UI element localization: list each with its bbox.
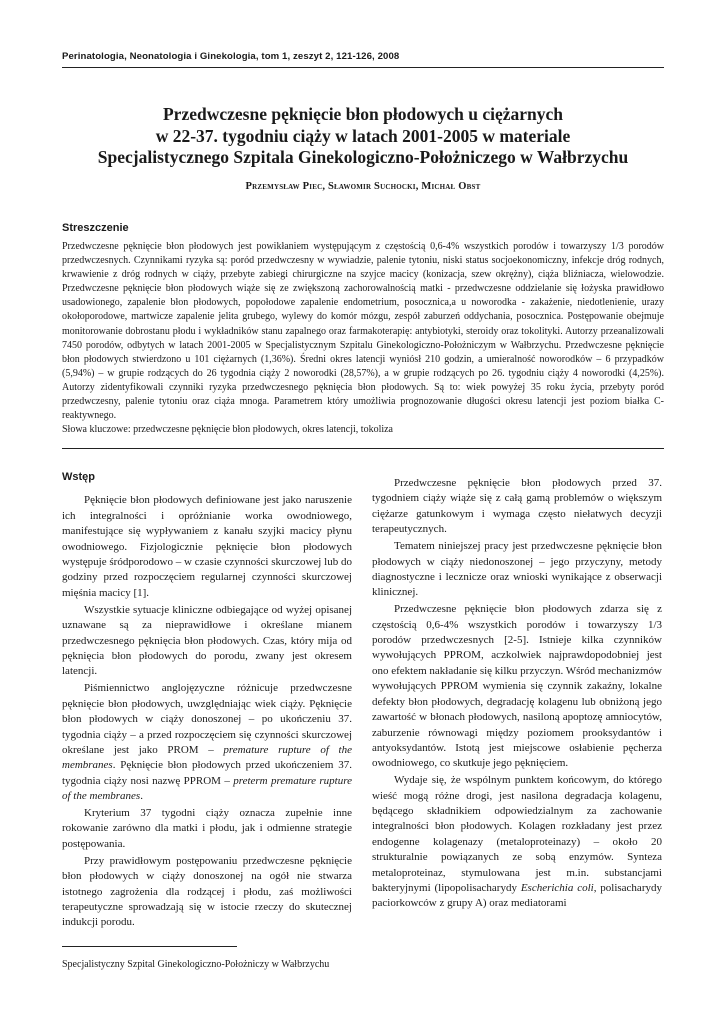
- text-run: , polisacharydy paciorkowców z grupy A) oraz mediatorami: [372, 882, 662, 910]
- title-line-1: Przedwczesne pęknięcie błon płodowych u ciężarnych: [162, 104, 564, 124]
- text-run: . Pęknięcie błon płodowych przed ukończeniem 37. tygodnia ciąży nosi nazwę PPROM –: [62, 759, 352, 787]
- authors: Przemysław Piec, Sławomir Suchocki, Michał Obst: [245, 181, 481, 192]
- intro-heading: Wstęp: [62, 471, 95, 483]
- header-rule: [62, 67, 664, 68]
- paragraph: Przedwczesne pęknięcie błon płodowych zdarza się z częstością 0,6-4% wszystkich porodów i towarzyszy 1/3 porodów przedwczesnych [2-5]. Istnieje kilka czynników wywołujących PPROM, aczkolwiek najprawdopodobniej jest ono efektem nakładanie się kilku przyczyn. Wśród mechanizmów wywołujących PPROM wymienia się czynnik zakaźny, lokalne defekty błon płodowych, degradację kolagenu lub obniżoną jego zawartość w błonach płodowych, nasiloną apoptozę amniocytów, zaburzenie równowagi między poziomem prooksydantów i antyoksydantów. Istotą jest miejscowe osłabienie pęcherza owodniowego, co skutkuje jego pęknięciem.: [372, 603, 662, 770]
- text-run: Wydaje się, że wspólnym punktem końcowym, do którego wieść mogą różne drogi, jest nasilona degradacja kolagenu, będącego składnikiem odpowiedzialnym za zachowanie integralności błon płodowych. Kolagen rozkładany jest przez endogenne kolagenazy (metaloproteinazy) – około 20 strukturalnie powiązanych ze sobą enzymów. Synteza metaloproteinaz, stymulowana jest m.in. substancjami bakteryjnymi (lipopolisacharydy: [372, 774, 662, 895]
- paragraph: Pęknięcie błon płodowych definiowane jest jako naruszenie ich integralności i opróżnianie worka owodniowego, manifestujące się wypływaniem z kanału szyjki macicy płynu owodniowego. Fizjologicznie pęknięcie błon płodowych występuje śródporodowo – w czasie czynności skurczowej lub do godziny przed rozpoczęciem regularnej czynności skurczowej mięśnia macicy [1].: [62, 494, 352, 599]
- article-title: [62, 104, 664, 169]
- text-run: Piśmiennictwo anglojęzyczne różnicuje przedwczesne pęknięcie błon płodowych, uwzględniając wiek ciąży. Pęknięcie błon płodowych w ciąży donoszonej – po ukończeniu 37. tygodnia ciąży – a przed rozpoczęciem się czynności skurczowej określane jest jako PROM –: [62, 682, 352, 756]
- running-header: Perinatologia, Neonatologia i Ginekologia, tom 1, zeszyt 2, 121-126, 2008: [62, 51, 400, 62]
- paragraph: Wszystkie sytuacje kliniczne odbiegające od wyżej opisanej uznawane są za nieprawidłowe i określane mianem przedwczesnego pęknięcia błon płodowych. Czas, który mija od pęknięcia błon płodowych do porodu, zwany jest okresem latencji.: [62, 603, 352, 678]
- right-column: [372, 476, 662, 913]
- paragraph: [62, 681, 352, 804]
- italic-term: premature rupture of the membranes: [62, 743, 352, 772]
- paragraph: Przedwczesne pęknięcie błon płodowych przed 37. tygodniem ciąży wiąże się z całą gamą problemów o większym ciężarze gatunkowym i wymaga często niełatwych decyzji terapeutycznych.: [372, 477, 662, 536]
- paragraph: [372, 773, 662, 912]
- paragraph: Kryterium 37 tygodni ciąży oznacza zupełnie inne rokowanie zarówno dla matki i płodu, jak i odmienne strategie postępowania.: [62, 807, 352, 850]
- footnote-rule: [62, 946, 237, 947]
- footnote: Specjalistyczny Szpital Ginekologiczno-Położniczy w Wałbrzychu: [62, 959, 330, 970]
- paragraph: Tematem niniejszej pracy jest przedwczesne pęknięcie błon płodowych w ciąży niedonoszonej – jego przyczyny, metody diagnostyczne i lecznicze oraz wnioski wynikające z obserwacji klinicznej.: [372, 540, 662, 599]
- left-column: [62, 470, 352, 932]
- abstract-rule: [62, 448, 664, 449]
- keywords: Słowa kluczowe: przedwczesne pęknięcie błon płodowych, okres latencji, tokoliza: [62, 424, 393, 436]
- paragraph: Przy prawidłowym postępowaniu przedwczesne pęknięcie błon płodowych w ciąży donoszonej na ogół nie stwarza istotnego zagrożenia dla rodzącej i płodu, zaś możliwości terapeutyczne sprowadzają się w istocie rzeczy do skutecznej indukcji porodu.: [62, 854, 352, 929]
- abstract: [62, 240, 664, 437]
- italic-term: Escherichia coli: [520, 882, 594, 895]
- title-line-3: Specjalistycznego Szpitala Ginekologiczno-Położniczego w Wałbrzychu: [97, 147, 629, 167]
- title-line-2: w 22-37. tygodniu ciąży w latach 2001-2005 w materiale: [155, 125, 571, 146]
- abstract-text: Przedwczesne pęknięcie błon płodowych jest powikłaniem występującym z częstością 0,6-4% wszystkich porodów i towarzyszy 1/3 porodów przedwczesnych. Czynnikami ryzyka są: poród przedwczesny w wywiadzie, palenie tytoniu, niski status socjoekonomiczny, infekcje dróg rodnych, krwawienie z dróg rodnych w ciąży, przebyte zabiegi chirurgiczne na szyjce macicy (konizacja, szew okrężny), ciąża bliźniacza, wielowodzie. Przedwczesne pęknięcie błon płodowych wiąże się ze zwiększoną zachorowalnością matki - przedwczesne oddzielanie się łożyska prawidłowo usadowionego, zapalenie błon płodowych, popołodowe zapalenie endometrium, posocznica,a u noworodka - zakażenie, niedotlenienie, urazy okołoporodowe, martwicze zapalenie jelita grubego, wylewy do komór mózgu, zespół zaburzeń oddychania, posocznica. Postępowanie obejmuje monitorowanie dobrostanu płodu i wykładników stanu zapalnego oraz farmakoterapię: antybiotyki, steroidy oraz tokolityki. Autorzy przeanalizowali 7450 porodów, odbytych w latach 2001-2005 w Specjalistycznym Szpitalu Ginekologiczno-Położniczym w Wałbrzychu. Przedwczesne pęknięcie błon płodowych stwierdzono u 101 ciężarnych (1,36%). Średni okres latencji wyniósł 210 godzin, a umieralność noworodków – 6 przypadków (5,94%) – w grupie rodzących do 26 tygodnia ciąży 2 noworodki (28,57%), a w grupie rodzących po 26. tygodniu ciąży 4 noworodki (4,25%). Autorzy zidentyfikowali czynniki ryzyka przedwczesnego pęknięcia błon płodowych. Są to: wiek powyżej 35 roku życia, przebyty poród przedwczesny, palenie tytoniu oraz ciąża mnoga. Parametrem który umożliwia prognozowanie długości okresu latencji jest poziom białka C-reaktywnego.: [62, 241, 664, 422]
- abstract-heading: Streszczenie: [62, 222, 129, 234]
- text-run: .: [140, 790, 143, 803]
- italic-term: preterm premature rupture of the membranes: [62, 774, 352, 803]
